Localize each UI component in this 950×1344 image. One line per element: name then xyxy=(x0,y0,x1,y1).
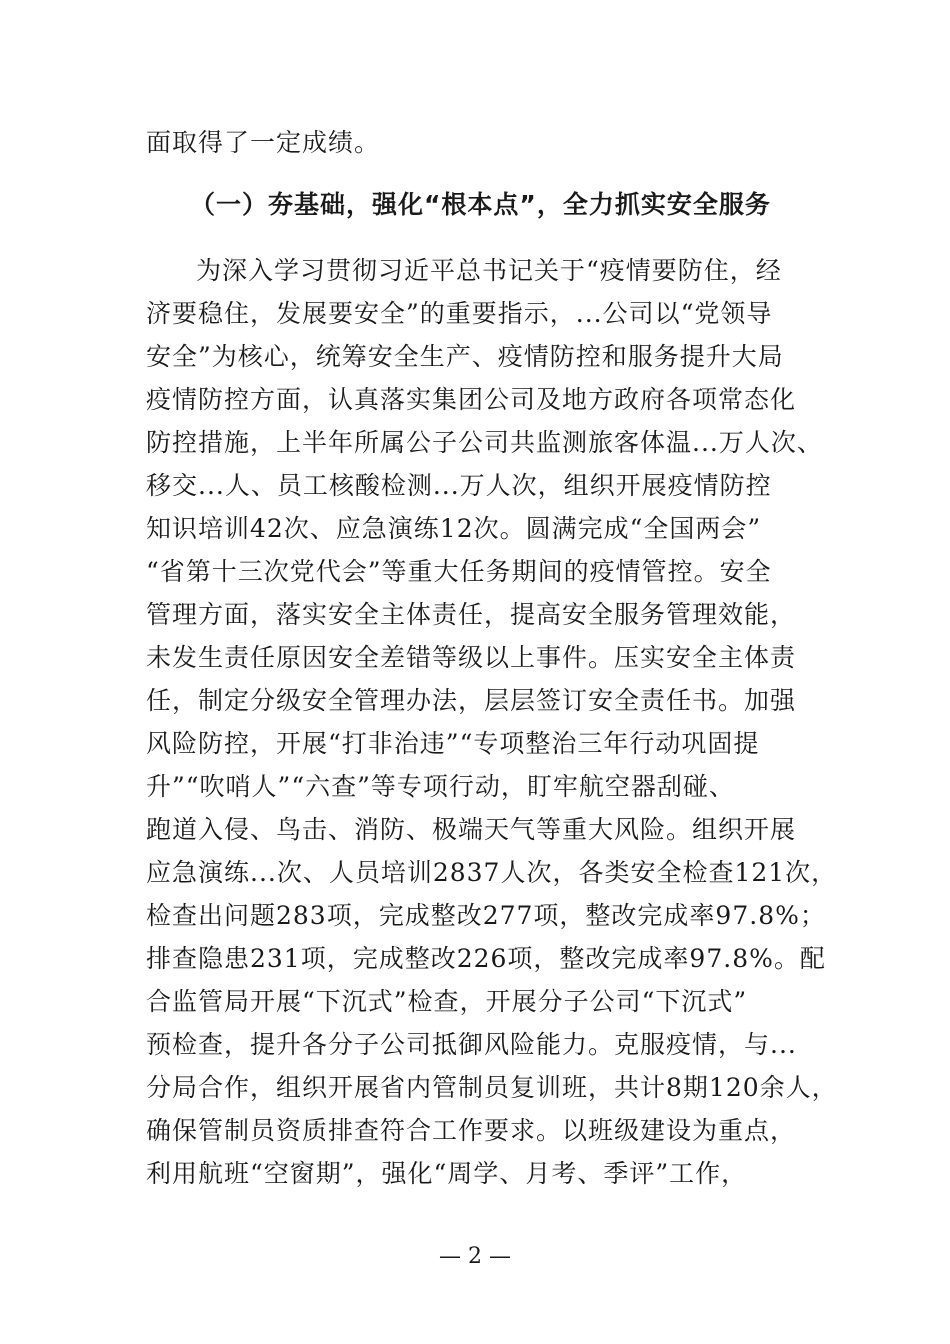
body-line: 济要稳住，发展要安全”的重要指示，...公司以“党领导 xyxy=(146,299,773,328)
body-line: 排查隐患231项，完成整改226项，整改完成率97.8%。配 xyxy=(146,944,826,973)
body-line: 风险防控，开展“打非治违”“专项整治三年行动巩固提 xyxy=(146,729,760,758)
body-line: “省第十三次党代会”等重大任务期间的疫情管控。安全 xyxy=(146,557,772,586)
page-number: — 2 — xyxy=(439,1244,511,1269)
body-line: 利用航班“空窗期”，强化“周学、月考、季评”工作， xyxy=(146,1159,748,1188)
body-line: 知识培训42次、应急演练12次。圆满完成“全国两会” xyxy=(146,514,762,543)
section-heading: （一）夯基础，强化“根本点”，全力抓实安全服务 xyxy=(190,190,771,219)
body-line: 管理方面，落实安全主体责任，提高安全服务管理效能， xyxy=(146,600,797,629)
body-line: 面取得了一定成绩。 xyxy=(146,128,381,157)
body-line: 移交...人、员工核酸检测...万人次，组织开展疫情防控 xyxy=(146,471,772,500)
body-line: 安全”为核心，统筹安全生产、疫情防控和服务提升大局 xyxy=(146,342,784,371)
body-line: 确保管制员资质排查符合工作要求。以班级建设为重点， xyxy=(146,1116,797,1145)
body-line: 跑道入侵、鸟击、消防、极端天气等重大风险。组织开展 xyxy=(146,815,797,844)
body-line: 疫情防控方面，认真落实集团公司及地方政府各项常态化 xyxy=(146,385,797,414)
body-line: 分局合作，组织开展省内管制员复训班，共计8期120余人， xyxy=(146,1073,838,1102)
body-line: 为深入学习贯彻习近平总书记关于“疫情要防住，经 xyxy=(196,256,782,285)
body-line: 未发生责任原因安全差错等级以上事件。压实安全主体责 xyxy=(146,643,797,672)
body-line: 合监管局开展“下沉式”检查，开展分子公司“下沉式” xyxy=(146,987,748,1016)
body-line: 应急演练...次、人员培训2837人次，各类安全检查121次， xyxy=(146,858,838,887)
body-line: 检查出问题283项，完成整改277项，整改完成率97.8%； xyxy=(146,901,826,930)
body-line: 预检查，提升各分子公司抵御风险能力。克服疫情，与... xyxy=(146,1030,797,1059)
body-line: 任，制定分级安全管理办法，层层签订安全责任书。加强 xyxy=(146,686,797,715)
body-line: 升”“吹哨人”“六查”等专项行动，盯牢航空器刮碰、 xyxy=(146,772,735,801)
body-line: 防控措施，上半年所属公子公司共监测旅客体温...万人次、 xyxy=(146,428,823,457)
